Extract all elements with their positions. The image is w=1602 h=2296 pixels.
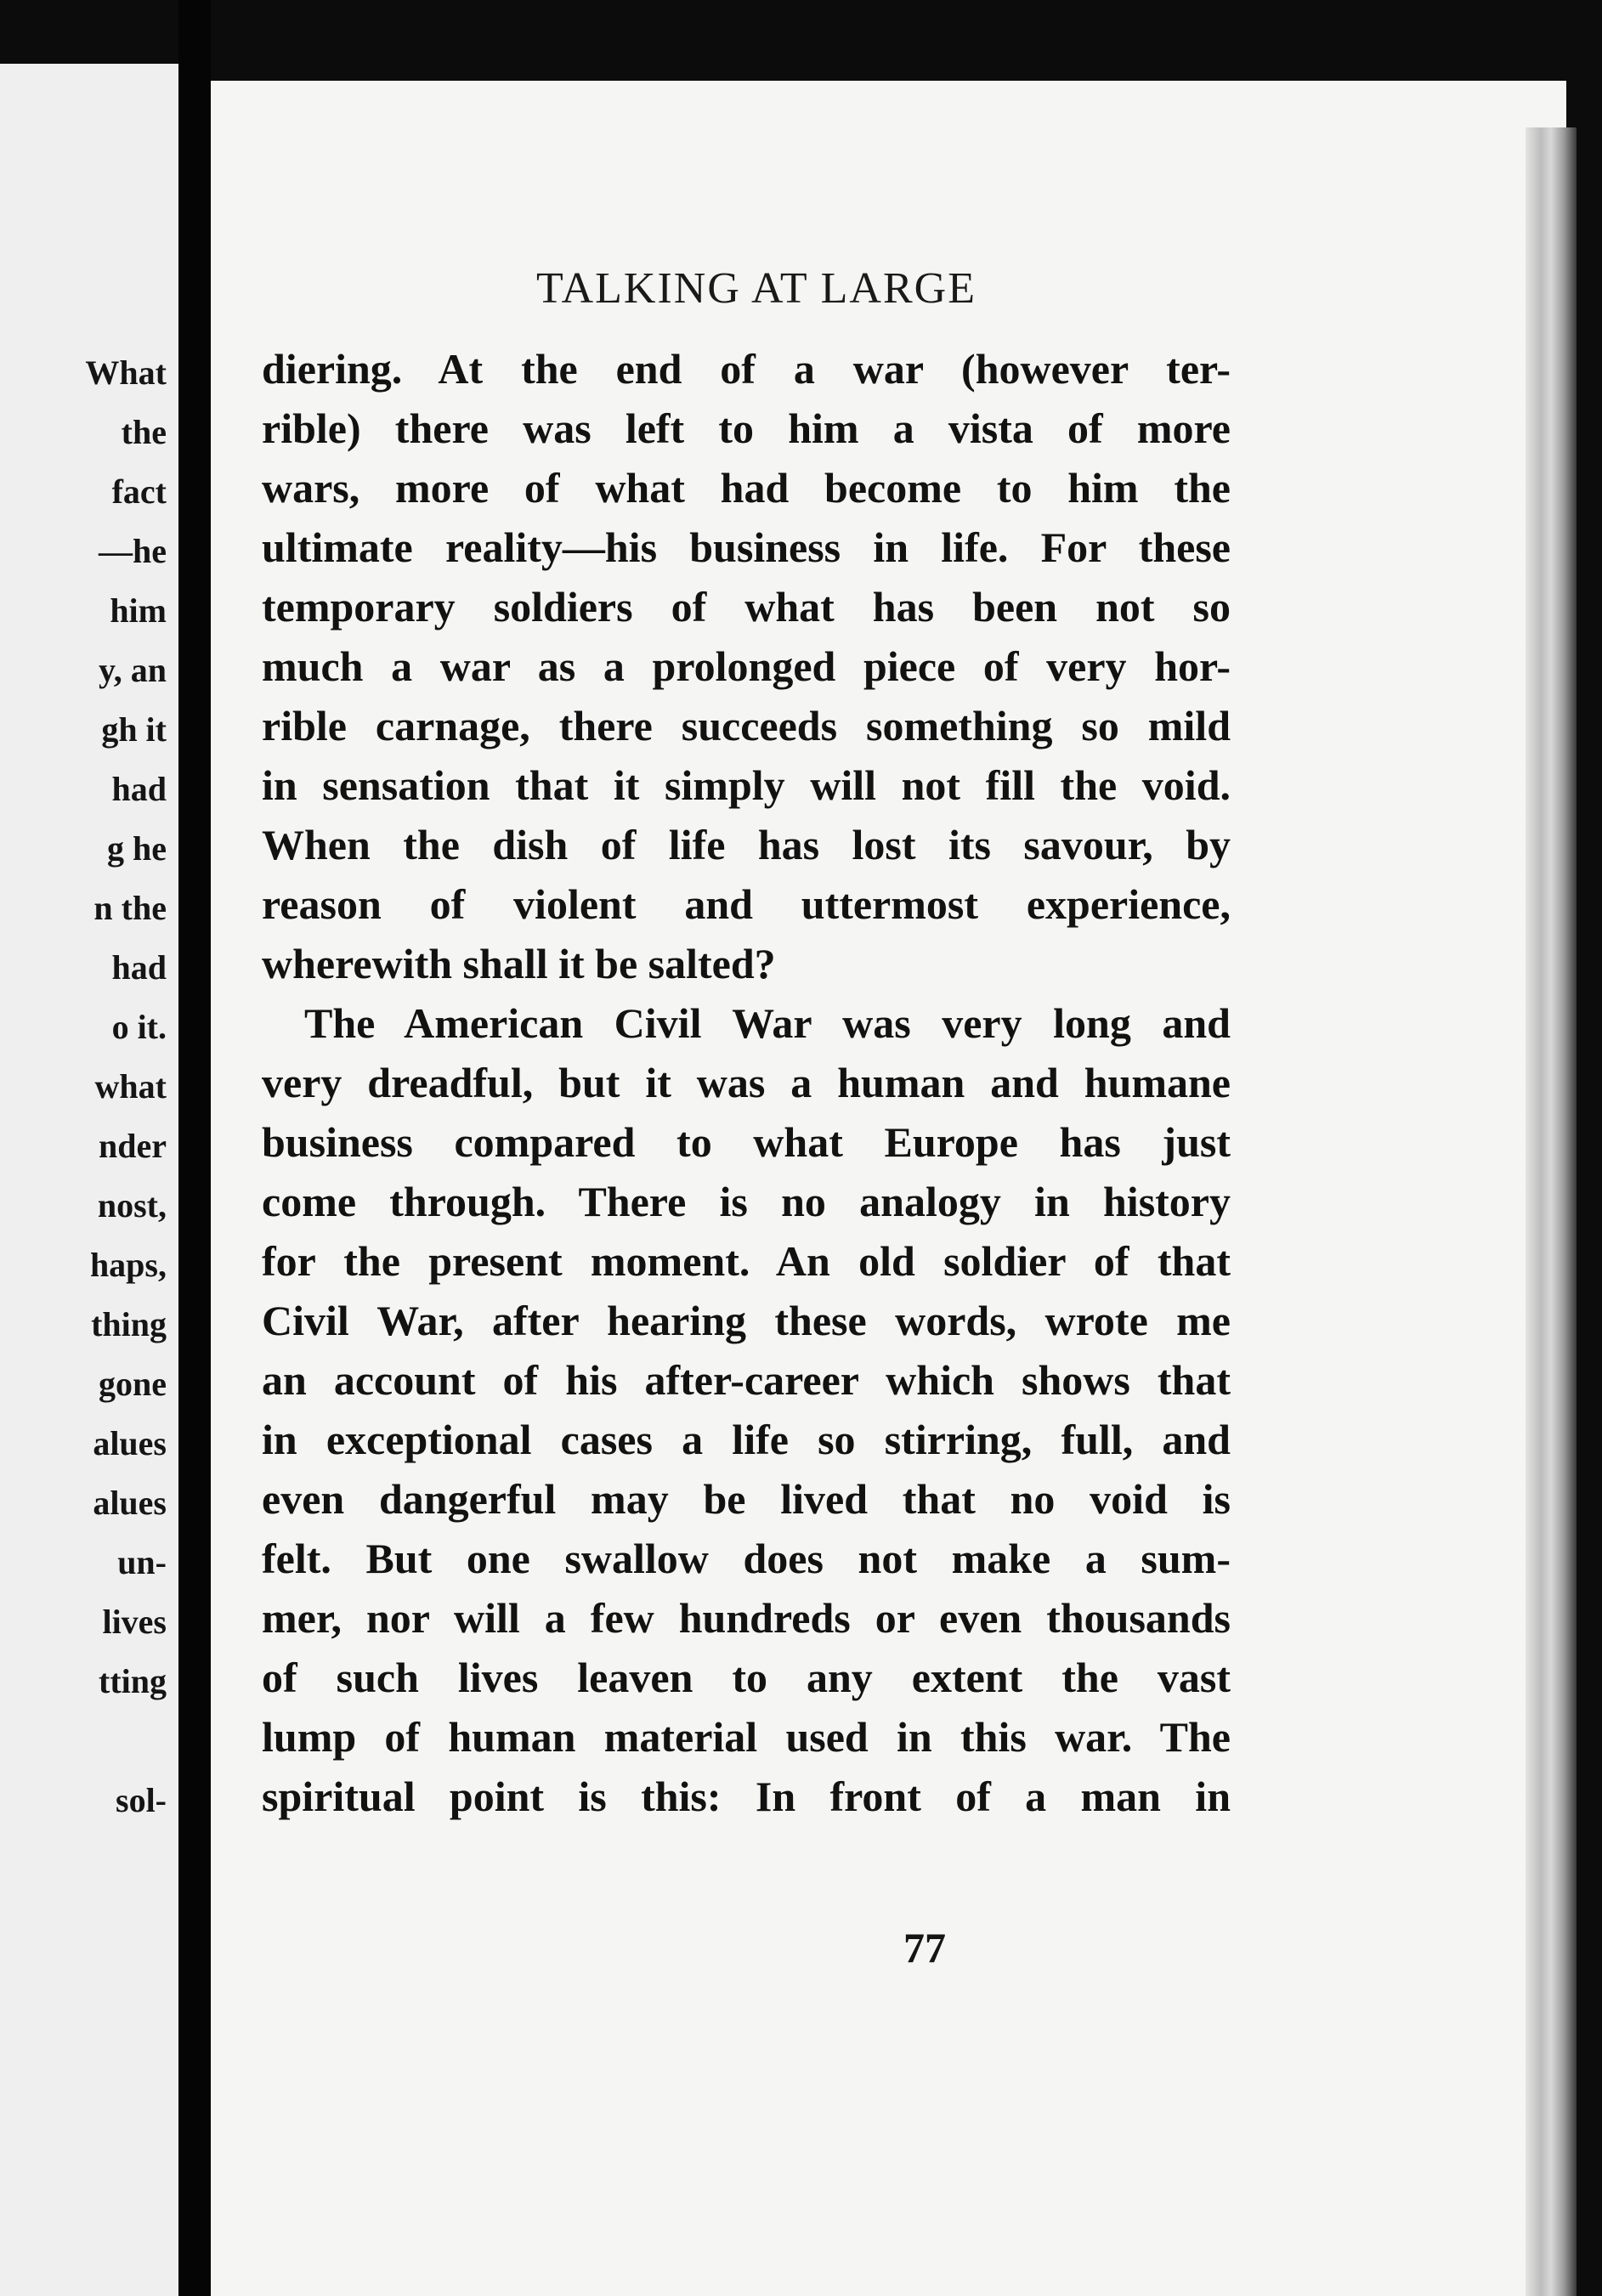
left-line: g he <box>107 829 167 868</box>
text-line: an account of his after-career which shows that <box>262 1356 1231 1404</box>
left-line: what <box>94 1067 167 1106</box>
left-line: nder <box>99 1127 167 1165</box>
text-line: in exceptional cases a life so stirring, full, and <box>262 1416 1231 1463</box>
running-head: TALKING AT LARGE <box>536 264 976 313</box>
text-line: spiritual point is this: In front of a man in <box>262 1773 1231 1820</box>
left-line: had <box>111 770 167 808</box>
text-line: rible) there was left to him a vista of more <box>262 404 1231 452</box>
left-line: nost, <box>97 1186 167 1224</box>
text-line: in sensation that it simply will not fill the void. <box>262 761 1231 809</box>
left-line: sol- <box>116 1781 167 1819</box>
left-line: haps, <box>89 1246 167 1284</box>
left-line: tting <box>99 1662 167 1700</box>
left-facing-page <box>0 64 178 2296</box>
book-page <box>211 81 1566 2296</box>
text-line: mer, nor will a few hundreds or even thousands <box>262 1594 1231 1642</box>
left-line: fact <box>111 472 167 511</box>
text-line: diering. At the end of a war (however ter- <box>262 345 1231 393</box>
text-line: When the dish of life has lost its savour, by <box>262 821 1231 868</box>
page-number: 77 <box>903 1924 946 1971</box>
text-line: rible carnage, there succeeds something so mild <box>262 702 1231 749</box>
left-line: had <box>111 948 167 987</box>
text-line: come through. There is no analogy in history <box>262 1178 1231 1225</box>
left-line: thing <box>91 1305 167 1343</box>
left-line: gh it <box>101 710 167 749</box>
left-line: What <box>85 353 167 392</box>
text-line: The American Civil War was very long and <box>304 999 1231 1047</box>
text-line: ultimate reality—his business in life. For these <box>262 523 1231 571</box>
page-edge-shadow <box>1526 127 1577 2296</box>
text-line: lump of human material used in this war. The <box>262 1713 1231 1761</box>
left-line: alues <box>93 1424 167 1462</box>
text-line: even dangerful may be lived that no void is <box>262 1475 1231 1523</box>
text-line: temporary soldiers of what has been not so <box>262 583 1231 631</box>
left-line: —he <box>99 532 167 570</box>
left-line: lives <box>102 1603 167 1641</box>
text-line: wherewith shall it be salted? <box>262 940 776 987</box>
left-line: alues <box>93 1484 167 1522</box>
text-line: much a war as a prolonged piece of very hor- <box>262 642 1231 690</box>
book-gutter <box>178 0 211 2296</box>
text-line: felt. But one swallow does not make a sum- <box>262 1535 1231 1582</box>
left-line: y, an <box>98 651 167 689</box>
text-line: Civil War, after hearing these words, wrote me <box>262 1297 1231 1344</box>
text-line: of such lives leaven to any extent the vast <box>262 1654 1231 1701</box>
text-line: business compared to what Europe has just <box>262 1118 1231 1166</box>
left-line: o it. <box>111 1008 167 1046</box>
left-line: the <box>121 413 167 451</box>
left-line: un- <box>117 1543 167 1581</box>
text-line: for the present moment. An old soldier of that <box>262 1237 1231 1285</box>
text-line: wars, more of what had become to him the <box>262 464 1231 512</box>
left-line: gone <box>99 1365 167 1403</box>
left-line: n the <box>93 889 167 927</box>
text-line: reason of violent and uttermost experience, <box>262 880 1231 928</box>
text-line: very dreadful, but it was a human and humane <box>262 1059 1231 1106</box>
left-line: him <box>110 591 167 630</box>
